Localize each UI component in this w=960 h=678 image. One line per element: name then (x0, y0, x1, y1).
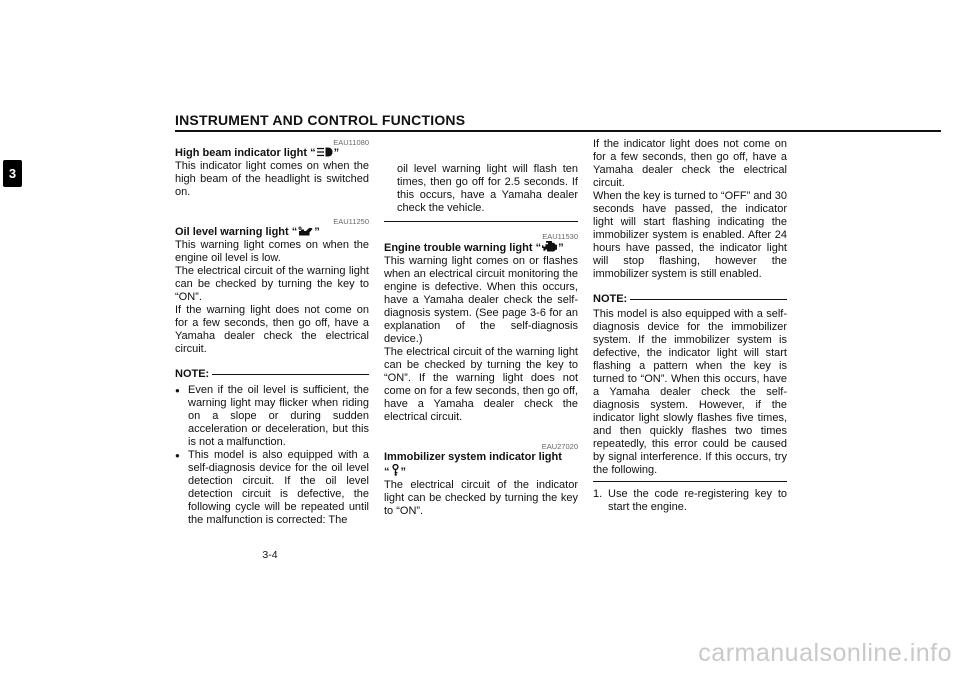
paragraph: This warning light comes on or flashes when an electrical circuit monitoring the engine is defective. When this occurs, have a Yamaha dealer check the self-diagnosis system. (See page 3-6 for an explanation of the self-diagnosis device.) (384, 255, 578, 345)
bullet-text: Even if the oil level is sufficient, the warning light may flicker when riding on a slope or during sudden acceleration or deceleration, but this is not a malfunction. (188, 384, 369, 448)
bullet-marker: ● (175, 451, 180, 460)
heading-text: Immobilizer system indicator light (384, 451, 562, 463)
paragraph: This warning light comes on when the engine oil level is low. (175, 239, 369, 264)
paragraph: The electrical circuit of the warning light can be checked by turning the key to “ON”. If the warning light does not come on for a few seconds, then go off, have a Yamaha dealer check the electrical circuit. (384, 346, 578, 423)
quote-open: “ (535, 242, 542, 254)
note-header (593, 293, 787, 306)
quote-open: “ (291, 226, 298, 238)
note-text: This model is also equipped with a self-diagnosis device for the immobilizer system. If the immobilizer system is defective, the indicator light will start flashing a pattern when the key is turned to “ON”. When this occurs, have a Yamaha dealer check the self-diagnosis system. However, if the indicator light slowly flashes five times, and then quickly flashes two times repeatedly, this error could be caused by signal interference. If this occurs, try the following. (593, 308, 787, 476)
paragraph: This indicator light comes on when the high beam of the headlight is switched on. (175, 160, 369, 198)
quote-close: ” (333, 147, 340, 159)
quote-close: ” (558, 242, 564, 254)
note-end-rule (384, 221, 578, 222)
list-item (593, 488, 787, 514)
chapter-tab: 3 (3, 160, 22, 187)
key-icon (391, 464, 400, 476)
header-rule (175, 130, 941, 132)
high-beam-indicator-icon (317, 147, 333, 157)
section-ref: EAU11530 (542, 232, 578, 241)
bullet-marker: ● (175, 386, 180, 395)
heading-text: Engine trouble warning light (384, 242, 533, 254)
note-rule (630, 299, 787, 300)
paragraph: When the key is turned to “OFF” and 30 seconds have passed, the indicator light will start flashing indicating the immobilizer system is enabled. After 24 hours have passed, the indicator light will stop flashing, however the immobilizer system is still enabled. (593, 190, 787, 280)
immobilizer-symbol-line (384, 464, 578, 479)
quote-close: ” (314, 226, 320, 238)
bullet-item (175, 449, 369, 527)
quote-close: ” (400, 466, 406, 478)
heading-text: Oil level warning light (175, 226, 289, 238)
note-label: NOTE: (175, 368, 210, 380)
section-ref: EAU11080 (333, 138, 369, 147)
note-end-rule (593, 481, 787, 482)
note-header (175, 368, 369, 381)
bullet-item (175, 384, 369, 449)
bullet-text: This model is also equipped with a self-diagnosis device for the oil level detection circuit. If the oil level detection circuit is defective, the following cycle will be repeated until the malfunction is corrected: The (188, 449, 369, 526)
note-label: NOTE: (593, 293, 628, 305)
numbered-list (593, 488, 787, 514)
column-left (175, 138, 369, 527)
quote-open: “ (384, 466, 390, 478)
section-heading-immobilizer (384, 451, 578, 464)
section-heading-high-beam (175, 147, 369, 160)
paragraph-continued: oil level warning light will flash ten times, then go off for 2.5 seconds. If this occurs, have a Yamaha dealer check the vehicle. (397, 163, 578, 214)
page-number: 3-4 (262, 549, 278, 561)
paragraph: The electrical circuit of the indicator light can be checked by turning the key to “ON”. (384, 479, 578, 517)
paragraph: If the indicator light does not come on for a few seconds, then go off, have a Yamaha dealer check the electrical circuit. (593, 138, 787, 189)
section-heading-oil-level (175, 226, 369, 239)
engine-trouble-icon (542, 241, 557, 252)
section-ref: EAU11250 (333, 217, 369, 226)
list-item-text: Use the code re-registering key to start the engine. (608, 488, 787, 513)
bullet-list (175, 384, 369, 527)
paragraph: If the warning light does not come on for a few seconds, then go off, have a Yamaha dealer check the electrical circuit. (175, 304, 369, 355)
column-right (593, 138, 787, 514)
column-middle (384, 138, 578, 518)
list-item-number: 1. (593, 488, 603, 500)
page-title: INSTRUMENT AND CONTROL FUNCTIONS (175, 112, 466, 128)
quote-open: “ (310, 147, 316, 159)
section-heading-engine-trouble (384, 241, 578, 255)
note-rule (212, 374, 369, 375)
heading-text: High beam indicator light (175, 147, 308, 159)
section-ref: EAU27020 (541, 442, 578, 451)
watermark: carmanualsonline.info (698, 639, 952, 667)
oil-level-warning-icon (298, 226, 313, 236)
paragraph: The electrical circuit of the warning light can be checked by turning the key to “ON”. (175, 265, 369, 303)
